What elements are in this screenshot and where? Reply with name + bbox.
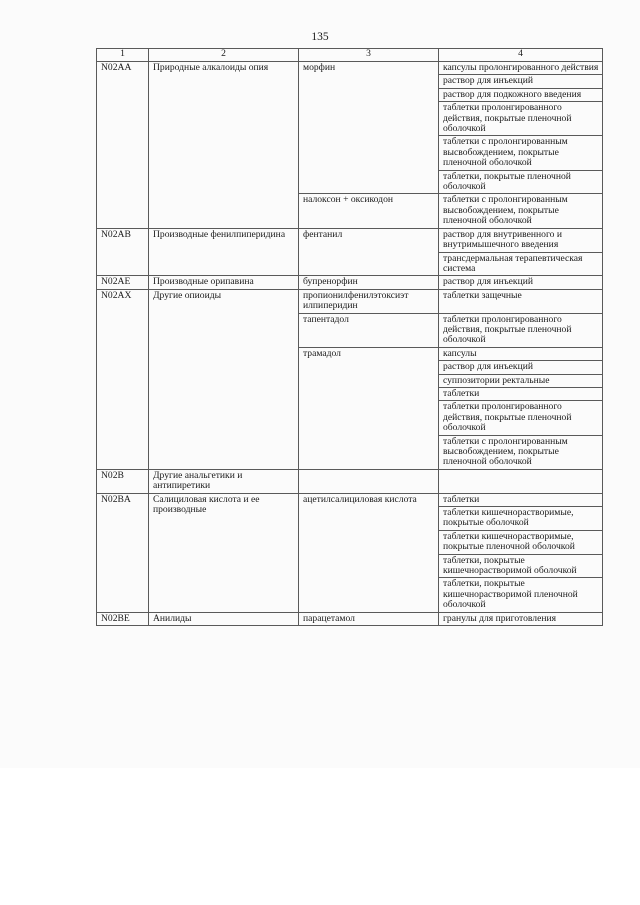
drug-name-cell: бупренорфин [299,276,439,289]
drug-name-cell: пропионилфенилэтоксиэт илпиперидин [299,289,439,313]
table-row [97,228,603,252]
header-row [97,49,603,62]
dosage-form-cell: таблетки, покрытые кишечнорастворимой пленочной оболочкой [439,578,603,612]
dosage-form-cell: капсулы [439,347,603,360]
drug-name-cell: ацетилсалициловая кислота [299,493,439,612]
dosage-form-cell: таблетки пролонгированного действия, покрытые пленочной оболочкой [439,102,603,136]
dosage-form-cell: раствор для инъекций [439,361,603,374]
dosage-form-cell: таблетки с пролонгированным высвобождением, покрытые пленочной оболочкой [439,435,603,469]
dosage-form-cell: раствор для инъекций [439,75,603,88]
dosage-form-cell: раствор для внутривенного и внутримышечного введения [439,228,603,252]
dosage-form-cell: таблетки кишечнорастворимые, покрытые оболочкой [439,507,603,531]
atc-group-cell: Производные фенилпиперидина [149,228,299,276]
atc-code-cell: N02B [97,469,149,493]
dosage-form-cell: капсулы пролонгированного действия [439,62,603,75]
dosage-form-cell: гранулы для приготовления [439,612,603,625]
dosage-form-cell: таблетки [439,387,603,400]
drug-name-cell: фентанил [299,228,439,276]
atc-code-cell: N02AA [97,62,149,229]
table-row [97,612,603,625]
dosage-form-cell: таблетки [439,493,603,506]
atc-group-cell: Салициловая кислота и ее производные [149,493,299,612]
table-body [97,62,603,626]
drug-name-cell [299,469,439,493]
atc-code-cell: N02BE [97,612,149,625]
dosage-form-cell [439,469,603,493]
table-header [97,49,603,62]
table-row [97,493,603,506]
table-row [97,289,603,313]
drug-name-cell: парацетамол [299,612,439,625]
dosage-form-cell: таблетки кишечнорастворимые, покрытые пленочной оболочкой [439,530,603,554]
atc-group-cell: Другие анальгетики и антипиретики [149,469,299,493]
atc-code-cell: N02AB [97,228,149,276]
header-col-4: 4 [439,49,603,62]
dosage-form-cell: таблетки, покрытые пленочной оболочкой [439,170,603,194]
drug-name-cell: тапентадол [299,313,439,347]
drug-name-cell: налоксон + оксикодон [299,194,439,228]
header-col-2: 2 [149,49,299,62]
drug-name-cell: трамадол [299,347,439,469]
table-row [97,62,603,75]
table-row [97,276,603,289]
dosage-form-cell: трансдермальная терапевтическая система [439,252,603,276]
dosage-form-cell: таблетки, покрытые кишечнорастворимой оболочкой [439,554,603,578]
dosage-form-cell: раствор для подкожного введения [439,88,603,101]
page-number: 135 [311,31,329,43]
dosage-form-cell: таблетки пролонгированного действия, покрытые пленочной оболочкой [439,313,603,347]
dosage-form-cell: таблетки с пролонгированным высвобождением, покрытые пленочной оболочкой [439,136,603,170]
atc-code-cell: N02AX [97,289,149,469]
blank-margin [0,768,640,905]
dosage-form-cell: таблетки с пролонгированным высвобождением, покрытые пленочной оболочкой [439,194,603,228]
drug-name-cell: морфин [299,62,439,194]
header-col-3: 3 [299,49,439,62]
atc-group-cell: Анилиды [149,612,299,625]
dosage-form-cell: таблетки пролонгированного действия, покрытые пленочной оболочкой [439,401,603,435]
dosage-form-cell: суппозитории ректальные [439,374,603,387]
atc-code-cell: N02BA [97,493,149,612]
atc-group-cell: Производные орипавина [149,276,299,289]
header-col-1: 1 [97,49,149,62]
atc-group-cell: Другие опиоиды [149,289,299,469]
dosage-form-cell: раствор для инъекций [439,276,603,289]
table-row [97,469,603,493]
dosage-form-cell: таблетки защечные [439,289,603,313]
atc-group-cell: Природные алкалоиды опия [149,62,299,229]
atc-code-cell: N02AE [97,276,149,289]
drug-classification-table [96,48,603,626]
